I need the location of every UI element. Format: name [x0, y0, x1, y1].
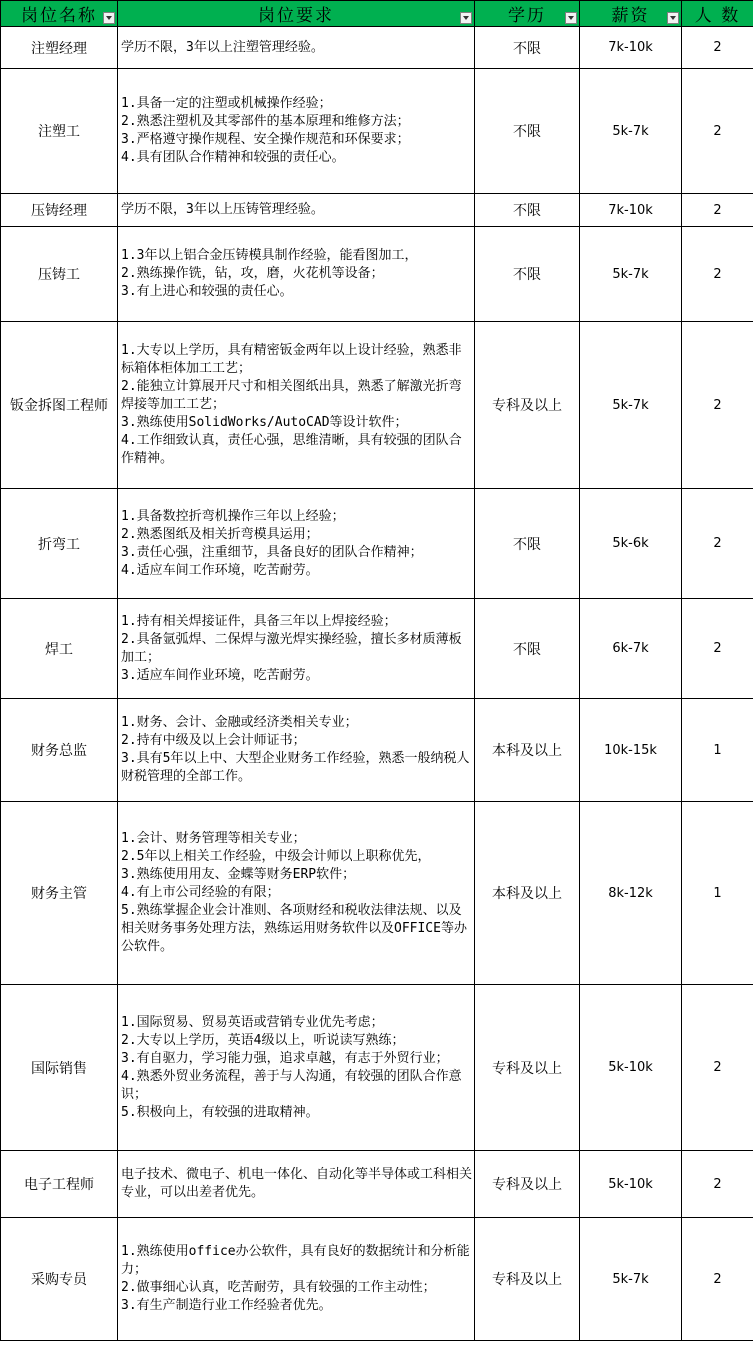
headcount-cell[interactable]: 2 [682, 322, 753, 489]
requirements-cell[interactable]: 学历不限，3年以上压铸管理经验。 [118, 194, 475, 227]
header-requirements [118, 1, 475, 27]
table-row [1, 802, 753, 985]
education-cell[interactable]: 不限 [475, 489, 580, 599]
requirements-cell[interactable]: 学历不限，3年以上注塑管理经验。 [118, 27, 475, 69]
education-cell[interactable]: 本科及以上 [475, 699, 580, 802]
headcount-cell[interactable]: 2 [682, 194, 753, 227]
header-salary [580, 1, 682, 27]
salary-cell[interactable]: 5k-7k [580, 69, 682, 194]
requirements-cell[interactable]: 1.大专以上学历，具有精密钣金两年以上设计经验，熟悉非标箱体柜体加工工艺； 2.能独立计算展开尺寸和相关图纸出具，熟悉了解激光折弯焊接等加工工艺； 3.熟练使用SolidWorks/AutoCAD等设计软件； 4.工作细致认真，责任心强，思维清晰，具有较强的团队合作精神。 [118, 322, 475, 489]
requirements-cell[interactable]: 1.3年以上铝合金压铸模具制作经验，能看图加工， 2.熟练操作铣，钻，攻，磨，火花机等设备； 3.有上进心和较强的责任心。 [118, 227, 475, 322]
education-cell[interactable]: 专科及以上 [475, 985, 580, 1151]
headcount-cell[interactable]: 2 [682, 69, 753, 194]
salary-cell[interactable]: 5k-7k [580, 322, 682, 489]
job-name-cell[interactable]: 采购专员 [1, 1218, 118, 1341]
header-education-label: 学历 [508, 6, 546, 26]
table-row [1, 1151, 753, 1218]
education-cell[interactable]: 不限 [475, 194, 580, 227]
requirements-cell[interactable]: 1.国际贸易、贸易英语或营销专业优先考虑； 2.大专以上学历，英语4级以上，听说读写熟练； 3.有自驱力，学习能力强，追求卓越，有志于外贸行业； 4.熟悉外贸业务流程，善于与人沟通，有较强的团队合作意识； 5.积极向上，有较强的进取精神。 [118, 985, 475, 1151]
table-row [1, 69, 753, 194]
table-row [1, 194, 753, 227]
headcount-cell[interactable]: 2 [682, 1218, 753, 1341]
job-name-cell[interactable]: 注塑经理 [1, 27, 118, 69]
education-cell[interactable]: 专科及以上 [475, 322, 580, 489]
job-name-cell[interactable]: 钣金拆图工程师 [1, 322, 118, 489]
header-name-label: 岗位名称 [21, 6, 97, 26]
requirements-cell[interactable]: 1.持有相关焊接证件，具备三年以上焊接经验； 2.具备氩弧焊、二保焊与激光焊实操经验，擅长多材质薄板加工； 3.适应车间作业环境，吃苦耐劳。 [118, 599, 475, 699]
job-name-cell[interactable]: 电子工程师 [1, 1151, 118, 1218]
requirements-cell[interactable]: 1.财务、会计、金融或经济类相关专业； 2.持有中级及以上会计师证书； 3.具有5年以上中、大型企业财务工作经验，熟悉一般纳税人财税管理的全部工作。 [118, 699, 475, 802]
salary-cell[interactable]: 5k-6k [580, 489, 682, 599]
salary-cell[interactable]: 7k-10k [580, 194, 682, 227]
table-row [1, 27, 753, 69]
requirements-cell[interactable]: 1.具备一定的注塑或机械操作经验； 2.熟悉注塑机及其零部件的基本原理和维修方法； 3.严格遵守操作规程、安全操作规范和环保要求； 4.具有团队合作精神和较强的责任心。 [118, 69, 475, 194]
filter-dropdown-icon[interactable] [667, 12, 679, 24]
job-name-cell[interactable]: 压铸工 [1, 227, 118, 322]
headcount-cell[interactable]: 1 [682, 699, 753, 802]
header-row [1, 1, 753, 27]
header-headcount [682, 1, 753, 27]
headcount-cell[interactable]: 2 [682, 1151, 753, 1218]
table-row [1, 699, 753, 802]
table-row [1, 227, 753, 322]
filter-dropdown-icon[interactable] [565, 12, 577, 24]
job-name-cell[interactable]: 财务主管 [1, 802, 118, 985]
requirements-cell[interactable]: 电子技术、微电子、机电一体化、自动化等半导体或工科相关专业，可以出差者优先。 [118, 1151, 475, 1218]
header-headcount-label: 人 数 [694, 6, 741, 26]
table-row [1, 599, 753, 699]
salary-cell[interactable]: 5k-7k [580, 1218, 682, 1341]
table-row [1, 322, 753, 489]
table-row [1, 985, 753, 1151]
headcount-cell[interactable]: 1 [682, 802, 753, 985]
header-salary-label: 薪资 [611, 6, 650, 26]
salary-cell[interactable]: 7k-10k [580, 27, 682, 69]
education-cell[interactable]: 本科及以上 [475, 802, 580, 985]
education-cell[interactable]: 专科及以上 [475, 1151, 580, 1218]
job-name-cell[interactable]: 折弯工 [1, 489, 118, 599]
headcount-cell[interactable]: 2 [682, 599, 753, 699]
education-cell[interactable]: 专科及以上 [475, 1218, 580, 1341]
table-row [1, 1218, 753, 1341]
salary-cell[interactable]: 5k-7k [580, 227, 682, 322]
education-cell[interactable]: 不限 [475, 227, 580, 322]
job-name-cell[interactable]: 国际销售 [1, 985, 118, 1151]
requirements-cell[interactable]: 1.具备数控折弯机操作三年以上经验； 2.熟悉图纸及相关折弯模具运用； 3.责任心强，注重细节，具备良好的团队合作精神； 4.适应车间工作环境，吃苦耐劳。 [118, 489, 475, 599]
header-education [475, 1, 580, 27]
salary-cell[interactable]: 6k-7k [580, 599, 682, 699]
salary-cell[interactable]: 10k-15k [580, 699, 682, 802]
salary-cell[interactable]: 8k-12k [580, 802, 682, 985]
requirements-cell[interactable]: 1.会计、财务管理等相关专业； 2.5年以上相关工作经验，中级会计师以上职称优先， 3.熟练使用用友、金蝶等财务ERP软件； 4.有上市公司经验的有限； 5.熟练掌握企业会计准则、各项财经和税收法律法规、以及相关财务事务处理方法，熟练运用财务软件以及OFFICE等办公软件。 [118, 802, 475, 985]
salary-cell[interactable]: 5k-10k [580, 1151, 682, 1218]
requirements-cell[interactable]: 1.熟练使用office办公软件，具有良好的数据统计和分析能力； 2.做事细心认真，吃苦耐劳，具有较强的工作主动性； 3.有生产制造行业工作经验者优先。 [118, 1218, 475, 1341]
headcount-cell[interactable]: 2 [682, 227, 753, 322]
headcount-cell[interactable]: 2 [682, 489, 753, 599]
job-name-cell[interactable]: 压铸经理 [1, 194, 118, 227]
education-cell[interactable]: 不限 [475, 599, 580, 699]
headcount-cell[interactable]: 2 [682, 27, 753, 69]
header-requirements-label: 岗位要求 [258, 6, 334, 26]
education-cell[interactable]: 不限 [475, 27, 580, 69]
header-name [1, 1, 118, 27]
education-cell[interactable]: 不限 [475, 69, 580, 194]
job-name-cell[interactable]: 焊工 [1, 599, 118, 699]
filter-dropdown-icon[interactable] [460, 12, 472, 24]
salary-cell[interactable]: 5k-10k [580, 985, 682, 1151]
job-name-cell[interactable]: 财务总监 [1, 699, 118, 802]
filter-dropdown-icon[interactable] [103, 12, 115, 24]
headcount-cell[interactable]: 2 [682, 985, 753, 1151]
table-row [1, 489, 753, 599]
job-name-cell[interactable]: 注塑工 [1, 69, 118, 194]
